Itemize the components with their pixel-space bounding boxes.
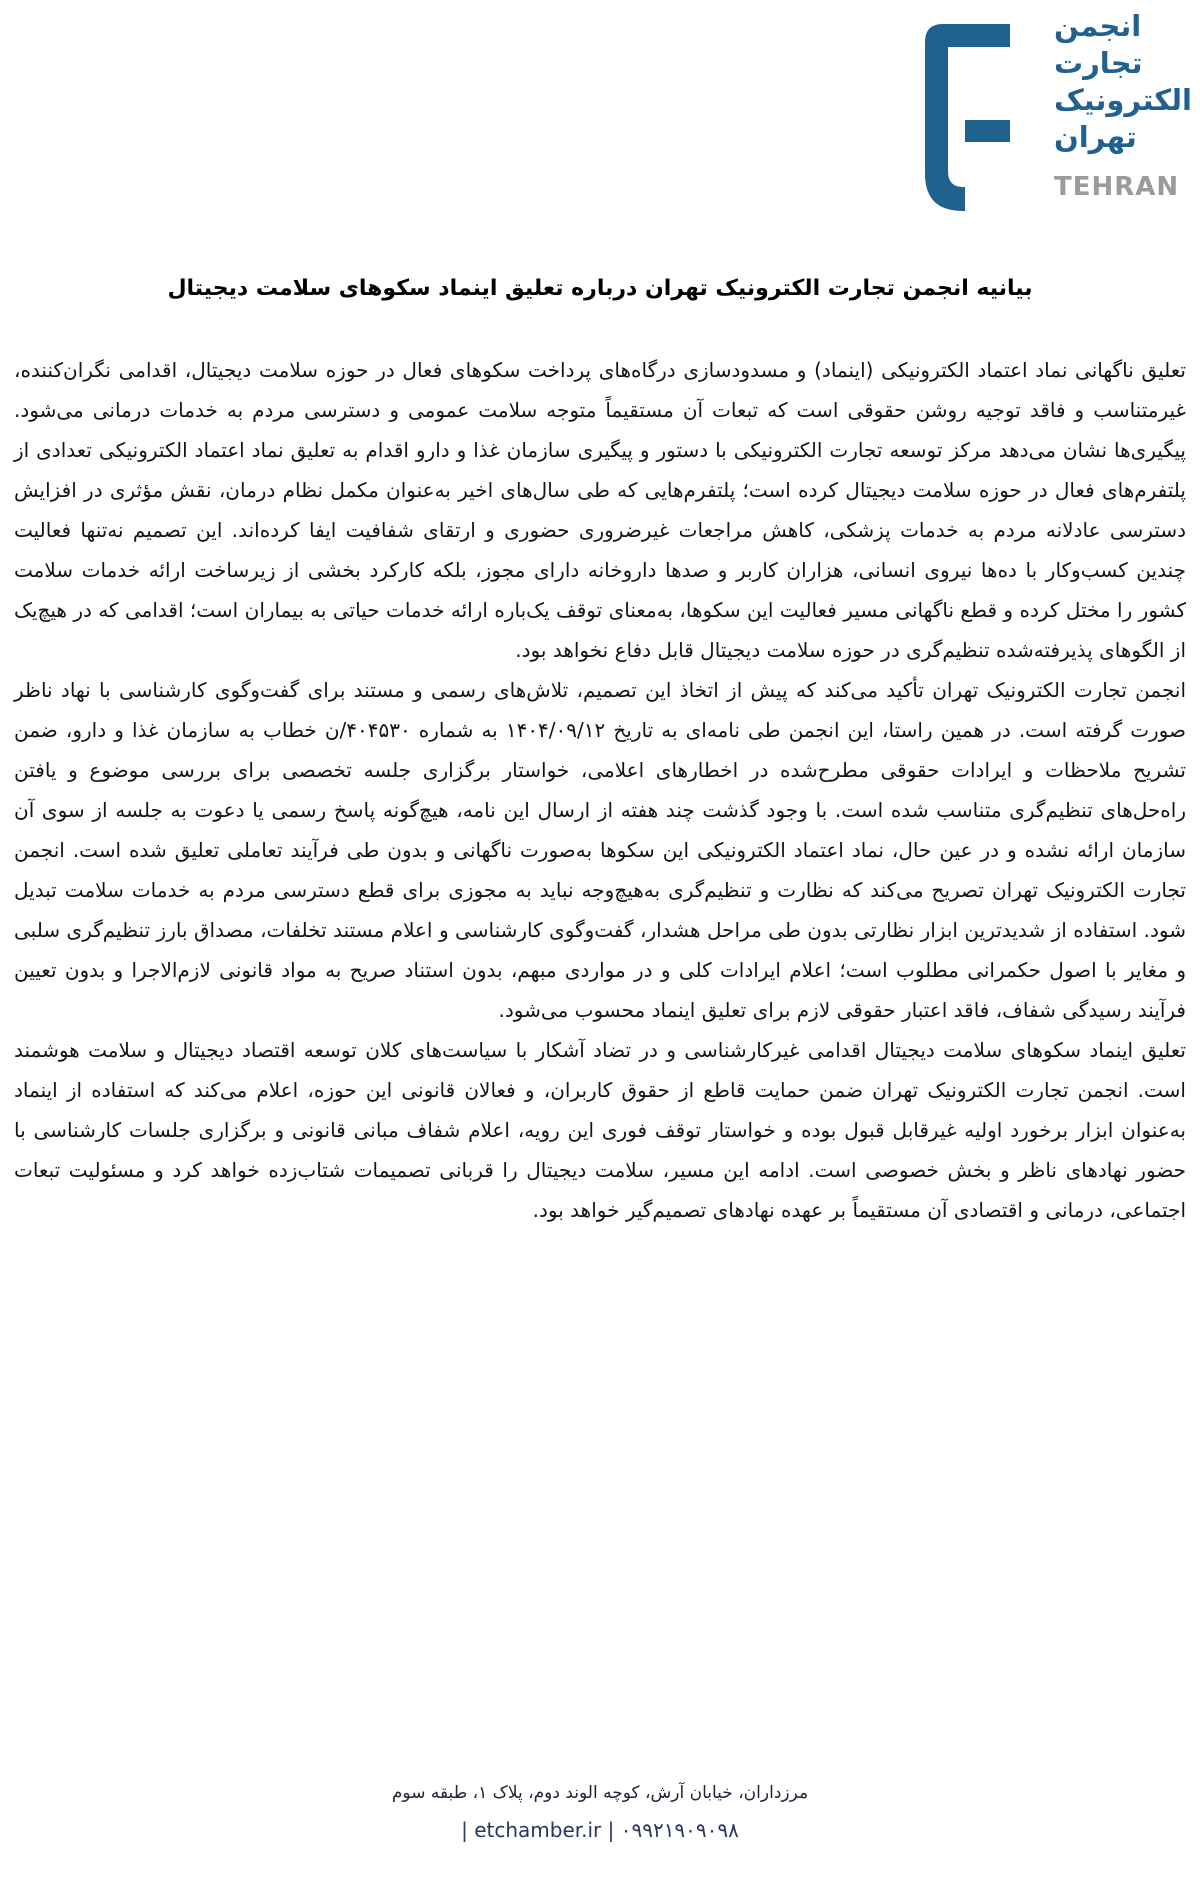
footer-contact: | etchamber.ir | ۰۹۹۲۱۹۰۹۰۹۸ — [461, 1818, 739, 1842]
logo-name-line-3: الکترونیک — [1053, 83, 1192, 117]
statement-paragraph-1: تعلیق ناگهانی نماد اعتماد الکترونیکی (اینماد) و مسدودسازی درگاه‌های پرداخت سکوهای فعال در حوزه سلامت دیجیتال، اقدامی نگران‌کننده، غیرمتناسب و فاقد توجیه روشن حقوقی است که تبعات آن مستقیماً متوجه سلامت عمومی و دسترسی مردم به خدمات درمانی می‌شود. پیگیری‌ها نشان می‌دهد مرکز توسعه تجارت الکترونیکی با دستور و پیگیری سازمان غذا و دارو اقدام به تعلیق نماد اعتماد الکترونیکی تعدادی از پلتفرم‌های فعال در حوزه سلامت دیجیتال کرده است؛ پلتفرم‌هایی که طی سال‌های اخیر به‌عنوان مکمل نظام درمان، نقش مؤثری در افزایش دسترسی عادلانه مردم به خدمات پزشکی، کاهش مراجعات غیرضروری حضوری و ارتقای شفافیت ایفا کرده‌اند. این تصمیم نه‌تنها فعالیت چندین کسب‌وکار با ده‌ها نیروی انسانی، هزاران کاربر و صدها داروخانه دارای مجوز، بلکه کارکرد بخشی از زیرساخت ارائه خدمات سلامت کشور را مختل کرده و قطع ناگهانی مسیر فعالیت این سکوها، به‌معنای توقف یک‌باره ارائه خدمات حیاتی به بیماران است؛ اقدامی که در هیچ‌یک از الگوهای پذیرفته‌شده تنظیم‌گری در حوزه سلامت دیجیتال قابل دفاع نخواهد بود. — [14, 358, 1186, 662]
logo-name-line-1: انجمن — [1053, 9, 1142, 43]
footer — [0, 1780, 1200, 1844]
footer-address: مرزداران، خیابان آرش، کوچه الوند دوم، پلاک ۱، طبقه سوم — [391, 1783, 809, 1803]
logo-name-line-2: تجارت — [1053, 46, 1143, 80]
logo-name-line-4: تهران — [1053, 120, 1137, 154]
logo-e-glyph-icon — [915, 24, 1010, 212]
logo-city-label: TEHRAN — [1053, 172, 1180, 202]
logo-text — [1054, 8, 1192, 202]
statement-title: بیانیه انجمن تجارت الکترونیک تهران درباره تعلیق اینماد سکوهای سلامت دیجیتال — [167, 276, 1033, 301]
statement-paragraph-2: انجمن تجارت الکترونیک تهران تأکید می‌کند که پیش از اتخاذ این تصمیم، تلاش‌های رسمی و مستند برای گفت‌وگوی کارشناسی با نهاد ناظر صورت گرفته است. در همین راستا، این انجمن طی نامه‌ای به تاریخ ۱۴۰۴/۰۹/۱۲ به شماره ۴۰۴۵۳۰/ن خطاب به سازمان غذا و دارو، ضمن تشریح ملاحظات و ایرادات حقوقی مطرح‌شده در اخطارهای اعلامی، خواستار برگزاری جلسه تخصصی برای بررسی موضوع و یافتن راه‌حل‌های تنظیم‌گری متناسب شده است. با وجود گذشت چند هفته از ارسال این نامه، هیچ‌گونه پاسخ رسمی یا دعوت به جلسه از سوی آن سازمان ارائه نشده و در عین حال، نماد اعتماد الکترونیکی این سکوها به‌صورت ناگهانی و بدون طی فرآیند تعاملی تعلیق شده است. انجمن تجارت الکترونیک تهران تصریح می‌کند که نظارت و تنظیم‌گری به‌هیچ‌وجه نباید به مجوزی برای قطع دسترسی مردم به خدمات سلامت تبدیل شود. استفاده از شدیدترین ابزار نظارتی بدون طی مراحل هشدار، گفت‌وگوی کارشناسی و اعلام مستند تخلفات، مصداق بارز تنظیم‌گری سلبی و مغایر با اصول حکمرانی مطلوب است؛ اعلام ایرادات کلی و در مواردی مبهم، بدون استناد صریح به مواد قانونی لازم‌الاجرا و بدون تعیین فرآیند رسیدگی شفاف، فاقد اعتبار حقوقی لازم برای تعلیق اینماد محسوب می‌شود. — [14, 678, 1186, 1022]
org-logo — [915, 8, 1192, 212]
statement-paragraph-3: تعلیق اینماد سکوهای سلامت دیجیتال اقدامی غیرکارشناسی و در تضاد آشکار با سیاست‌های کلان توسعه اقتصاد دیجیتال و سلامت هوشمند است. انجمن تجارت الکترونیک تهران ضمن حمایت قاطع از حقوق کاربران، و فعالان قانونی این حوزه، اعلام می‌کند که استفاده از اینماد به‌عنوان ابزار برخورد اولیه غیرقابل قبول بوده و خواستار توقف فوری این رویه، اعلام شفاف مبانی قانونی و برگزاری جلسات کارشناسی با حضور نهادهای ناظر و بخش خصوصی است. ادامه این مسیر، سلامت دیجیتال را قربانی تصمیمات شتاب‌زده خواهد کرد و مسئولیت تبعات اجتماعی، درمانی و اقتصادی آن مستقیماً بر عهده نهادهای تصمیم‌گیر خواهد بود. — [14, 1038, 1186, 1222]
